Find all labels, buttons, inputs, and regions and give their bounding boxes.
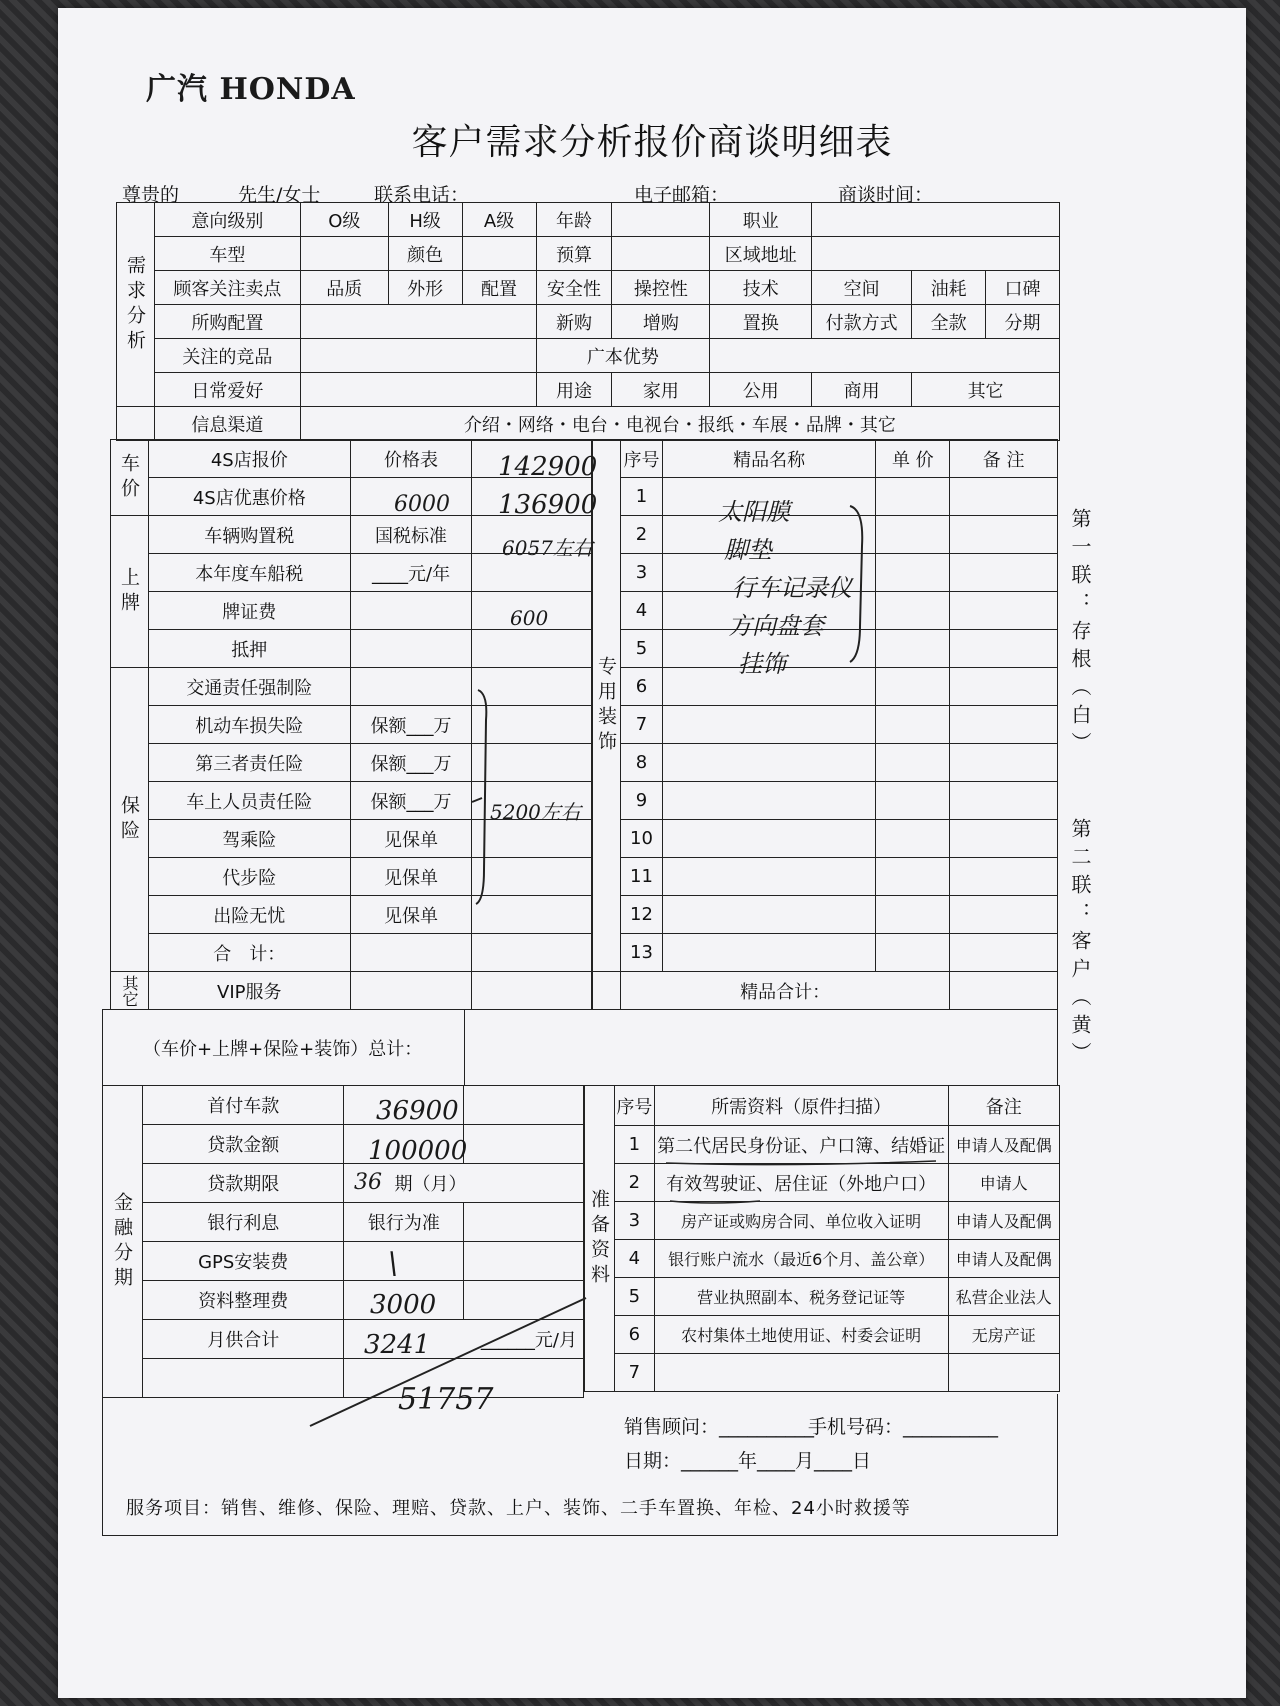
focus-technology: 技术 [710,271,812,305]
down-payment-label: 首付车款 [142,1086,344,1125]
strike-line [310,1298,586,1426]
age-label: 年龄 [536,203,612,237]
level-o: O级 [300,203,388,237]
acc-no: 11 [621,858,663,896]
shop-quote-label: 4S店报价 [148,440,350,478]
sir-madam-label: 先生/女士 [238,184,321,206]
documents-section: 准备资料 [585,1086,615,1392]
doc-col-no: 序号 [614,1086,654,1126]
doc2-underline [670,1201,760,1203]
damage-label: 机动车损失险 [148,706,350,744]
hw-acc-1: 太阳膜 [718,498,790,526]
driver-policy: 见保单 [350,820,472,858]
hw-gps: \ [388,1246,399,1281]
hobbies-label: 日常爱好 [154,373,300,407]
copy2-note: 第二联：客户（黄） [1068,818,1092,1070]
vessel-tax-label: 本年度车船税 [148,554,350,592]
driver-label: 驾乘险 [148,820,350,858]
acc-no: 3 [621,554,663,592]
purchase-additional: 增购 [612,305,710,339]
monthly-unit: ______元/月 [344,1320,584,1359]
focus-points-label: 顾客关注卖点 [154,271,300,305]
focus-reputation: 口碑 [986,271,1060,305]
doc1-underline [666,1161,936,1165]
gac-advantage-label: 广本优势 [536,339,710,373]
price-list-label: 价格表 [350,440,472,478]
term-label: 贷款期限 [142,1164,344,1203]
hw-purchase-tax: 6057左右 [502,536,593,560]
level-h: H级 [388,203,462,237]
doc-note: 私营企业法人 [948,1278,1059,1316]
usage-label: 用途 [536,373,612,407]
channel-label: 信息渠道 [154,407,300,441]
hw-acc-3: 行车记录仪 [732,574,852,602]
accessories-subtotal: 精品合计： [621,972,950,1010]
focus-quality: 品质 [300,271,388,305]
doc-note: 无房产证 [948,1316,1059,1354]
acc-no: 8 [621,744,663,782]
doc-no: 5 [614,1278,654,1316]
acc-no: 5 [621,630,663,668]
doc-name: 银行账户流水（最近6个月、盖公章） [654,1240,948,1278]
doc-name: 第二代居民身份证、户口簿、结婚证 [654,1126,948,1164]
hw-insurance-total: 5200左右 [490,800,581,824]
acc-no: 7 [621,706,663,744]
model-label: 车型 [154,237,300,271]
doc-fee-label: 资料整理费 [142,1281,344,1320]
third-party-label: 第三者责任险 [148,744,350,782]
region-label: 区域地址 [710,237,812,271]
services-list: 服务项目：销售、维修、保险、理赔、贷款、上户、装饰、二手车置换、年检、24小时救援等 [126,1498,911,1519]
worry-free-label: 出险无忧 [148,896,350,934]
doc-note: 申请人及配偶 [948,1240,1059,1278]
purchase-tax-label: 车辆购置税 [148,516,350,554]
doc-no: 3 [614,1202,654,1240]
doc-name: 农村集体土地使用证、村委会证明 [654,1316,948,1354]
hw-sum: 51757 [398,1382,494,1417]
acc-col-name: 精品名称 [662,440,875,478]
payment-full: 全款 [912,305,986,339]
doc-note: 申请人 [948,1164,1059,1202]
usage-home: 家用 [612,373,710,407]
acc-no: 6 [621,668,663,706]
acc-no: 13 [621,934,663,972]
doc-note: 申请人及配偶 [948,1126,1059,1164]
needs-section-label: 需求分析 [117,203,155,407]
walk-policy: 见保单 [350,858,472,896]
acc-col-no: 序号 [621,440,663,478]
usage-other: 其它 [912,373,1060,407]
total-label: 合 计： [148,934,350,972]
form-title: 客户需求分析报价商谈明细表 [411,122,893,163]
focus-space: 空间 [812,271,912,305]
finance-section: 金融分期 [103,1086,143,1398]
purchase-new: 新购 [536,305,612,339]
passenger-label: 车上人员责任险 [148,782,350,820]
negotiation-time-label: 商谈时间： [838,184,934,206]
email-label: 电子邮箱： [634,184,730,206]
doc-no: 7 [614,1354,654,1392]
worry-free-policy: 见保单 [350,896,472,934]
focus-config: 配置 [462,271,536,305]
hw-acc-2: 脚垫 [724,536,772,564]
vip-label: VIP服务 [148,972,350,1010]
channel-options: 介绍・网络・电台・电视台・报纸・车展・品牌・其它 [300,407,1059,441]
monthly-label: 月供合计 [142,1320,344,1359]
phone-label: 联系电话： [374,184,470,206]
walk-label: 代步险 [148,858,350,896]
acc-col-note: 备 注 [950,440,1058,478]
doc-no: 1 [614,1126,654,1164]
accessories-bracket [850,506,862,662]
hw-term: 36 [354,1170,382,1195]
insurance-arrow [472,798,482,802]
dear-label: 尊贵的 [122,184,180,206]
focus-handling: 操控性 [612,271,710,305]
doc-name: 营业执照副本、税务登记证等 [654,1278,948,1316]
acc-no: 12 [621,896,663,934]
doc-col-note: 备注 [948,1086,1059,1126]
vessel-tax-unit: ____元/年 [350,554,472,592]
competitors-label: 关注的竞品 [154,339,300,373]
consultant-field: 销售顾问：__________ [624,1416,815,1438]
acc-no: 9 [621,782,663,820]
purchase-tradein: 置换 [710,305,812,339]
damage-coverage: 保额___万 [350,706,472,744]
plate-fee-label: 牌证费 [148,592,350,630]
tax-standard-label: 国税标准 [350,516,472,554]
car-price-section: 车价 [111,440,149,516]
accessories-section: 专用装饰 [593,440,621,972]
copy1-note: 第一联：存根（白） [1068,508,1092,760]
hw-shop-quote: 142900 [498,452,598,482]
usage-commercial: 商用 [812,373,912,407]
hw-acc-5: 挂饰 [738,650,786,678]
third-party-coverage: 保额___万 [350,744,472,782]
doc-col-name: 所需资料（原件扫描） [654,1086,948,1126]
doc-no: 2 [614,1164,654,1202]
hw-monthly: 3241 [364,1330,431,1360]
focus-exterior: 外形 [388,271,462,305]
acc-col-price: 单 价 [876,440,950,478]
plate-section: 上牌 [111,516,149,668]
hw-acc-4: 方向盘套 [728,612,824,640]
loan-amount-label: 贷款金额 [142,1125,344,1164]
doc-note: 申请人及配偶 [948,1202,1059,1240]
color-label: 颜色 [388,237,462,271]
acc-no: 4 [621,592,663,630]
discount-price-label: 4S店优惠价格 [148,478,350,516]
mortgage-label: 抵押 [148,630,350,668]
grand-total-label: （车价+上牌+保险+装饰）总计： [103,1010,465,1086]
hw-discount-amount: 6000 [394,492,450,517]
handwritten-strokes [58,8,1246,1698]
acc-no: 2 [621,516,663,554]
hw-discount-value: 136900 [498,490,598,520]
focus-fuel: 油耗 [912,271,986,305]
interest-value: 银行为准 [344,1203,464,1242]
term-unit: 期（月） [344,1164,584,1203]
hw-doc-fee: 3000 [370,1290,437,1320]
doc-name: 房产证或购房合同、单位收入证明 [654,1202,948,1240]
gps-label: GPS安装费 [142,1242,344,1281]
insurance-bracket [476,690,486,904]
doc-name: 有效驾驶证、居住证（外地户口） [654,1164,948,1202]
passenger-coverage: 保额___万 [350,782,472,820]
compulsory-label: 交通责任强制险 [148,668,350,706]
budget-label: 预算 [536,237,612,271]
gac-honda-logo: 广汽 HONDA [146,72,356,107]
hw-plate-fee: 600 [510,606,549,630]
form-paper [58,8,1246,1698]
other-section: 其它 [111,972,149,1010]
doc-no: 4 [614,1240,654,1278]
focus-safety: 安全性 [536,271,612,305]
insurance-section: 保险 [111,668,149,972]
interest-label: 银行利息 [142,1203,344,1242]
level-a: A级 [462,203,536,237]
config-label: 所购配置 [154,305,300,339]
date-field: 日期：______年____月____日 [624,1450,872,1472]
mobile-field: 手机号码：__________ [808,1416,999,1438]
hw-down-payment: 36900 [376,1096,459,1126]
acc-no: 10 [621,820,663,858]
hw-loan-amount: 100000 [368,1136,468,1166]
payment-method-label: 付款方式 [812,305,912,339]
acc-no: 1 [621,478,663,516]
usage-public: 公用 [710,373,812,407]
doc-no: 6 [614,1316,654,1354]
occupation-label: 职业 [710,203,812,237]
payment-installment: 分期 [986,305,1060,339]
intent-level-label: 意向级别 [154,203,300,237]
